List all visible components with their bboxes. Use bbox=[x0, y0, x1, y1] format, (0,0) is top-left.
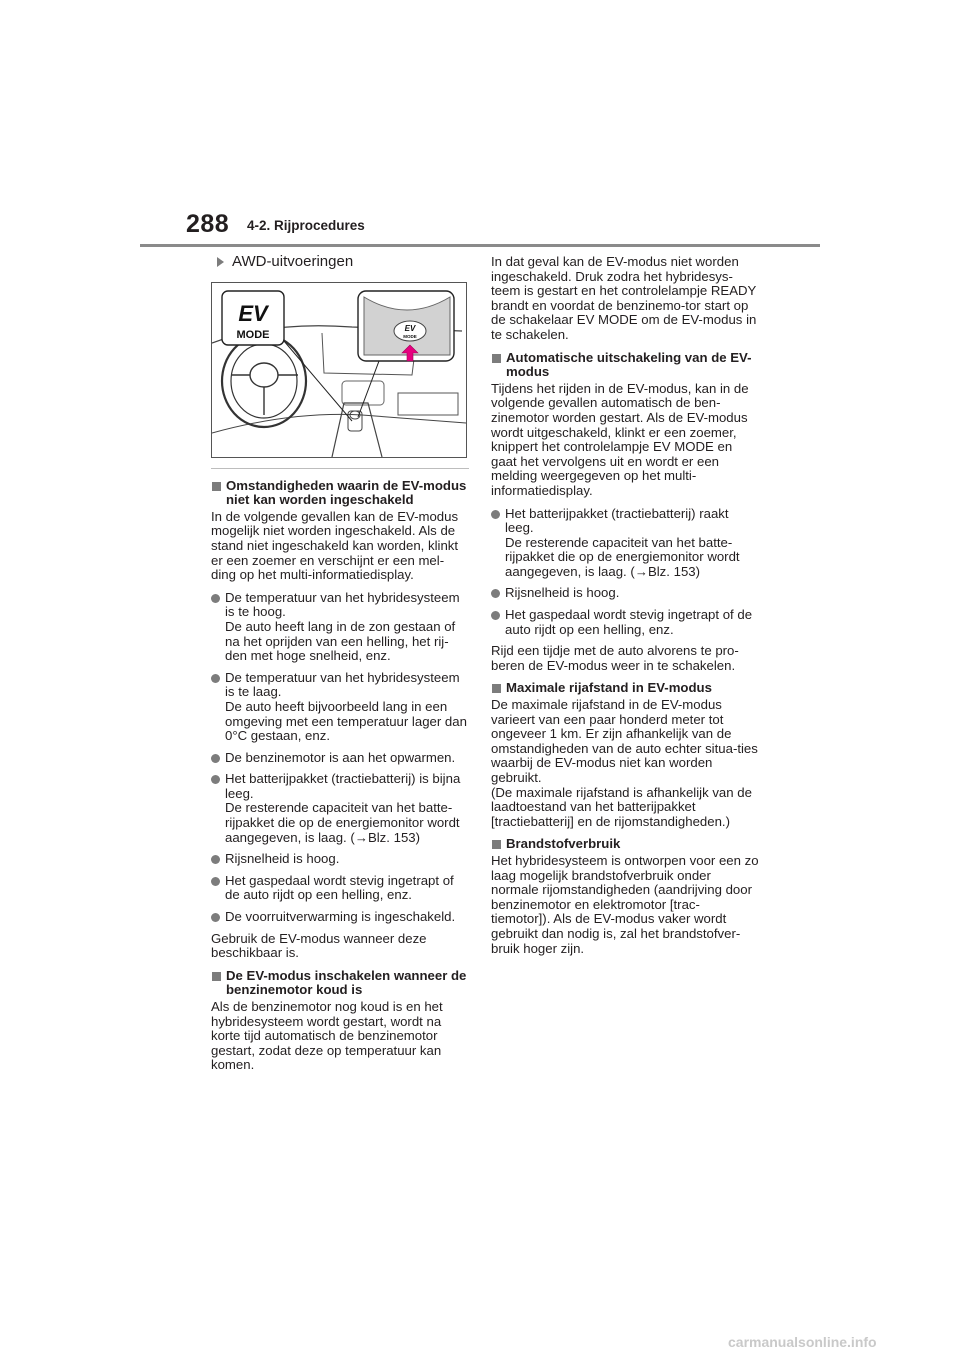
section-heading-text: Automatische uitschakeling van de EV-modus bbox=[506, 349, 752, 380]
bullet-list bbox=[491, 507, 759, 638]
circle-bullet-icon bbox=[211, 674, 220, 683]
list-item: Het gaspedaal wordt stevig ingetrapt of de auto rijdt op een helling, enz. bbox=[211, 874, 469, 903]
section-title: 4-2. Rijprocedures bbox=[247, 218, 365, 233]
section-heading bbox=[491, 351, 759, 380]
circle-bullet-icon bbox=[211, 913, 220, 922]
bullet-list bbox=[211, 591, 469, 925]
circle-bullet-icon bbox=[491, 510, 500, 519]
variant-label-text: AWD-uitvoeringen bbox=[232, 253, 354, 270]
section-heading-text: Omstandigheden waarin de EV-modus niet kan worden ingeschakeld bbox=[226, 477, 467, 508]
section-heading-text: De EV-modus inschakelen wanneer de benzinemotor koud is bbox=[226, 967, 467, 998]
list-item: De voorruitverwarming is ingeschakeld. bbox=[211, 910, 469, 925]
list-item: Het batterijpakket (tractiebatterij) raakt leeg. De resterende capaciteit van het batte-rijpakket die op de energiemonitor wordt aangegeven, is laag. (→Blz. 153) bbox=[491, 507, 759, 580]
list-item: De temperatuur van het hybridesysteem is te hoog. De auto heeft lang in de zon gestaan of na het oprijden van een helling, het rij-den met hoge snelheid, enz. bbox=[211, 591, 469, 664]
circle-bullet-icon bbox=[211, 754, 220, 763]
circle-bullet-icon bbox=[491, 611, 500, 620]
paragraph: In dat geval kan de EV-modus niet worden ingeschakeld. Druk zodra het hybridesys-teem is gestart en het controlelampje READY brandt en voordat de benzinemo-tor start op de schakelaar EV MODE om de EV-modus in te schakelen. bbox=[491, 254, 757, 342]
list-item: De temperatuur van het hybridesysteem is te laag. De auto heeft bijvoorbeeld lang in een omgeving met een temperatuur lager dan 0°C gestaan, enz. bbox=[211, 671, 469, 744]
dashboard-drawing bbox=[212, 283, 466, 457]
variant-label bbox=[211, 255, 469, 270]
paragraph: Gebruik de EV-modus wanneer deze beschikbaar is. bbox=[211, 930, 427, 961]
paragraph: Rijd een tijdje met de auto alvorens te pro-beren de EV-modus weer in te schakelen. bbox=[491, 643, 739, 673]
square-bullet-icon bbox=[212, 482, 221, 491]
square-bullet-icon bbox=[492, 840, 501, 849]
paragraph: De maximale rijafstand in de EV-modus varieert van een paar honderd meter tot ongeveer 1 km. Er zijn afhankelijk van de omstandigheden van de auto echter situa-ties waarbij de EV-modus niet kan worden gebruikt. bbox=[491, 697, 758, 785]
dashboard-illustration bbox=[211, 282, 467, 458]
section-heading bbox=[491, 681, 759, 696]
triangle-bullet-icon bbox=[217, 257, 224, 267]
paragraph: Als de benzinemotor nog koud is en het hybridesysteem wordt gestart, wordt na korte tijd automatisch de benzinemotor gestart, zodat deze op temperatuur kan komen. bbox=[211, 999, 443, 1073]
square-bullet-icon bbox=[492, 354, 501, 363]
mode-label: MODE bbox=[236, 328, 270, 341]
page-number: 288 bbox=[186, 210, 230, 238]
list-item: De benzinemotor is aan het opwarmen. bbox=[211, 751, 469, 766]
paragraph: Het hybridesysteem is ontworpen voor een zo laag mogelijk brandstofverbruik onder normale rijomstandigheden (aandrijving door benzinemotor en elektromotor [trac-tiemotor]). Als de EV-modus vaker wordt gebruikt dan nodig is, zal het brandstofver-bruik hoger zijn. bbox=[491, 852, 759, 956]
section-heading-text: Maximale rijafstand in EV-modus bbox=[506, 680, 712, 696]
circle-bullet-icon bbox=[211, 855, 220, 864]
section-heading bbox=[491, 837, 759, 852]
figure-rule bbox=[211, 468, 469, 469]
right-column bbox=[491, 255, 759, 964]
paragraph: In de volgende gevallen kan de EV-modus mogelijk niet worden ingeschakeld. Als de stand niet ingeschakeld kan worden, klinkt er een zoemer en verschijnt er een mel-ding op het multi-informatiedisplay. bbox=[211, 508, 459, 583]
circle-bullet-icon bbox=[211, 594, 220, 603]
list-item: Het gaspedaal wordt stevig ingetrapt of de auto rijdt op een helling, enz. bbox=[491, 608, 759, 637]
section-heading-text: Brandstofverbruik bbox=[506, 836, 621, 852]
paragraph: Tijdens het rijden in de EV-modus, kan in de volgende gevallen automatisch de ben-zinemotor worden gestart. Als de EV-modus wordt uitgeschakeld, klinkt er een zoemer, knippert het controlelampje EV MODE en gaat het vervolgens uit en wordt er een melding weergegeven op het multi-informatiedisplay. bbox=[491, 380, 749, 498]
ev-label: EV bbox=[238, 300, 268, 326]
ev-button-label: EV bbox=[404, 323, 416, 333]
square-bullet-icon bbox=[492, 684, 501, 693]
list-item: Rijsnelheid is hoog. bbox=[491, 586, 759, 601]
list-item: Het batterijpakket (tractiebatterij) is bijna leeg. De resterende capaciteit van het batte-rijpakket die op de energiemonitor wordt aangegeven, is laag. (→Blz. 153) bbox=[211, 772, 469, 845]
circle-bullet-icon bbox=[211, 877, 220, 886]
section-heading bbox=[211, 479, 469, 508]
section-heading bbox=[211, 969, 469, 998]
mode-button-label: MODE bbox=[403, 333, 417, 339]
circle-bullet-icon bbox=[211, 775, 220, 784]
paragraph-note: (De maximale rijafstand is afhankelijk van de laadtoestand van het batterijpakket [tractiebatterij] en de rijomstandigheden.) bbox=[491, 784, 752, 829]
square-bullet-icon bbox=[212, 972, 221, 981]
watermark: carmanualsonline.info bbox=[728, 1334, 877, 1350]
left-column bbox=[211, 255, 469, 1081]
circle-bullet-icon bbox=[491, 589, 500, 598]
list-item: Rijsnelheid is hoog. bbox=[211, 852, 469, 867]
header-rule bbox=[140, 244, 820, 247]
